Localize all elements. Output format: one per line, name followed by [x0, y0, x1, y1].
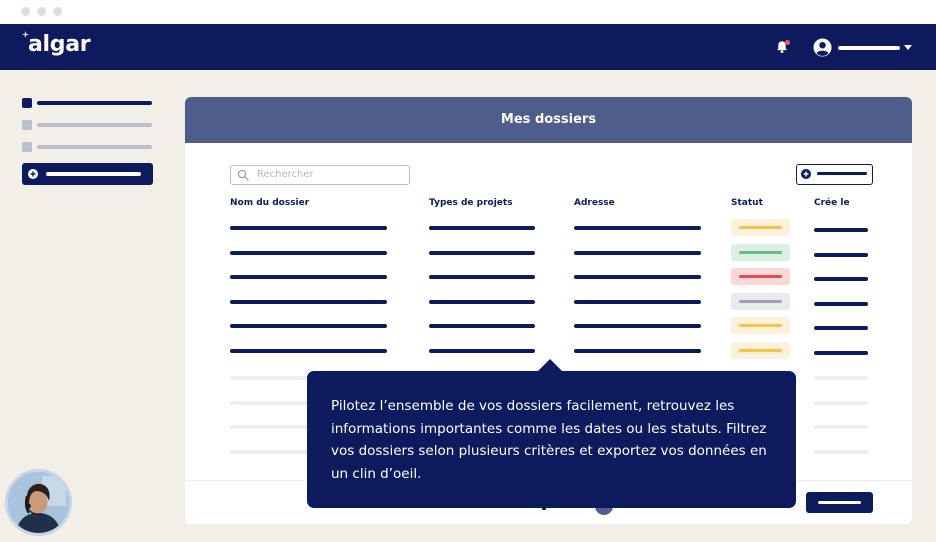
sidebar-item-icon — [22, 98, 32, 108]
add-dossier-label — [817, 172, 867, 175]
search-icon — [237, 169, 249, 181]
cell-type — [429, 324, 535, 328]
chevron-down-icon[interactable] — [904, 45, 912, 50]
cell-nom — [230, 324, 387, 328]
status-badge — [731, 342, 790, 359]
cell-adresse — [574, 251, 701, 255]
cell-type — [429, 300, 535, 304]
search-input[interactable] — [230, 165, 410, 185]
cell-type — [429, 251, 535, 255]
new-dossier-button[interactable] — [22, 163, 153, 185]
new-dossier-label — [46, 172, 141, 176]
cell-nom — [230, 349, 387, 353]
status-badge-label — [739, 349, 782, 352]
table-row[interactable] — [185, 272, 912, 292]
sidebar-item-label — [37, 101, 152, 105]
cell-type — [429, 226, 535, 230]
page-title: Mes dossiers — [500, 112, 597, 127]
cell-adresse — [574, 349, 701, 353]
window-dot — [53, 7, 62, 16]
sidebar-item-label — [37, 145, 152, 149]
app-logo[interactable] — [22, 32, 90, 57]
status-badge-label — [739, 300, 782, 303]
cell-adresse — [574, 226, 701, 230]
sidebar-item-dossiers[interactable] — [22, 98, 152, 108]
status-badge — [731, 317, 790, 334]
cell-type — [429, 349, 535, 353]
add-dossier-button[interactable] — [796, 164, 873, 185]
tooltip-text: Pilotez l’ensemble de vos dossiers facilement, retrouvez les informations importantes comme les dates ou les statuts. Filtrez vos dossiers selon plusieurs critères et exportez vos données en un clin d’oeil. — [331, 398, 767, 482]
window-chrome — [0, 0, 936, 24]
table-row[interactable] — [185, 297, 912, 317]
sparkle-icon — [22, 31, 29, 38]
status-badge-label — [739, 251, 782, 254]
window-dot — [37, 7, 46, 16]
cell-nom — [230, 275, 387, 279]
plus-circle-icon — [28, 169, 38, 179]
cell-date — [814, 302, 868, 306]
table-row[interactable] — [185, 248, 912, 268]
top-navbar — [0, 24, 936, 70]
onboarding-tooltip — [307, 371, 796, 508]
cell-adresse — [574, 275, 701, 279]
status-badge-label — [739, 275, 782, 278]
cell-date — [814, 277, 868, 281]
sidebar-item-icon — [22, 142, 32, 152]
cell-nom — [230, 251, 387, 255]
column-header-cree-le[interactable]: Crée le — [814, 198, 850, 208]
window-dot — [21, 7, 30, 16]
cell-date — [814, 450, 868, 454]
cell-date — [814, 351, 868, 355]
user-avatar-icon[interactable] — [813, 38, 832, 57]
cell-adresse — [574, 324, 701, 328]
cell-date — [814, 401, 868, 405]
export-button-label — [818, 501, 861, 504]
column-header-nom[interactable]: Nom du dossier — [230, 198, 310, 208]
cell-date — [814, 425, 868, 429]
card-header — [185, 97, 912, 143]
status-badge — [731, 293, 790, 310]
status-badge-label — [739, 324, 782, 327]
sidebar-item[interactable] — [22, 142, 152, 152]
column-header-types[interactable]: Types de projets — [429, 198, 513, 208]
cell-adresse — [574, 300, 701, 304]
sidebar-item-icon — [22, 120, 32, 130]
cell-nom — [230, 226, 387, 230]
cell-date — [814, 228, 868, 232]
table-row[interactable] — [185, 321, 912, 341]
cell-type — [429, 275, 535, 279]
status-badge — [731, 244, 790, 261]
app-logo-text: algar — [28, 32, 91, 57]
search-placeholder: Rechercher — [257, 169, 314, 180]
sidebar-item[interactable] — [22, 120, 152, 130]
plus-circle-icon — [801, 169, 811, 179]
cell-date — [814, 326, 868, 330]
export-button[interactable] — [806, 492, 873, 513]
sidebar-item-label — [37, 123, 152, 127]
status-badge — [731, 219, 790, 236]
assistant-avatar[interactable] — [5, 469, 72, 536]
cell-nom — [230, 300, 387, 304]
cell-date — [814, 253, 868, 257]
status-badge-label — [739, 226, 782, 229]
notification-badge — [785, 40, 790, 45]
assistant-photo — [8, 472, 69, 533]
user-name-placeholder[interactable] — [838, 46, 900, 50]
column-header-adresse[interactable]: Adresse — [574, 198, 615, 208]
table-row[interactable] — [185, 223, 912, 243]
cell-date — [814, 376, 868, 380]
column-header-statut[interactable]: Statut — [731, 198, 763, 208]
status-badge — [731, 268, 790, 285]
